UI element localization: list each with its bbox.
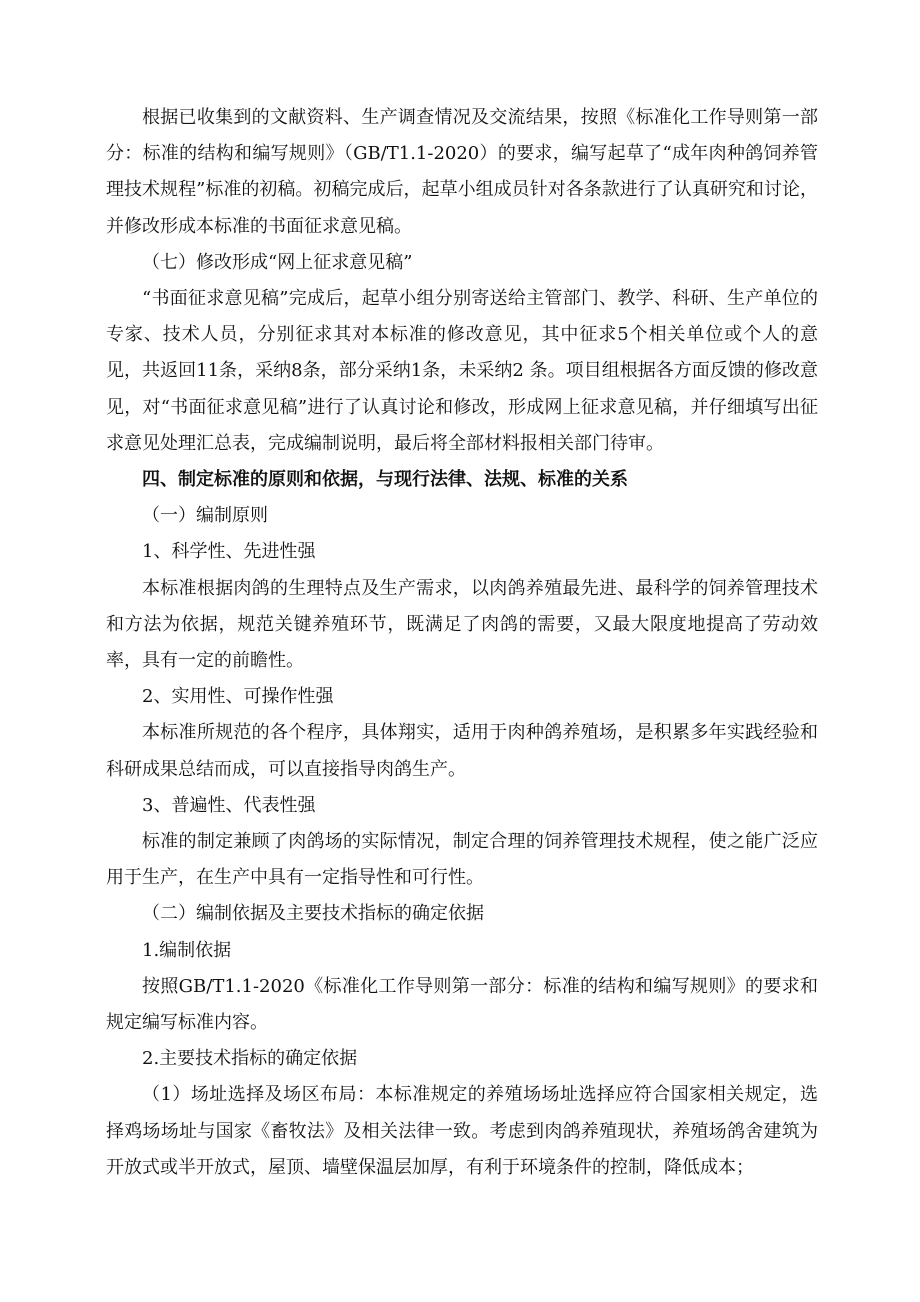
- item-heading-scientific: 1、科学性、先进性强: [142, 541, 316, 563]
- item-heading-universal: 3、普遍性、代表性强: [142, 794, 316, 816]
- item-heading-indicator-basis: 2.主要技术指标的确定依据: [142, 1048, 358, 1070]
- paragraph-compilation-basis: 按照GB/T1.1-2020《标准化工作导则第一部分：标准的结构和编写规则》的要求和规定编写标准内容。: [106, 975, 818, 1034]
- paragraph-draft-initial: 根据已收集到的文献资料、生产调查情况及交流结果，按照《标准化工作导则第一部分：标准的结构和编写规则》（GB/T1.1-2020）的要求，编写起草了“成年肉种鸽饲养管理技术规程”标准的初稿。初稿完成后，起草小组成员针对各条款进行了认真研究和讨论，并修改形成本标准的书面征求意见稿。: [106, 107, 818, 237]
- document-body: [106, 100, 818, 1186]
- paragraph-written-draft-feedback: “书面征求意见稿”完成后，起草小组分别寄送给主管部门、教学、科研、生产单位的专家、技术人员，分别征求其对本标准的修改意见，其中征求5个相关单位或个人的意见，共返回11条，采纳8条，部分采纳1条，未采纳2 条。项目组根据各方面反馈的修改意见，对“书面征求意见稿”进行了认真讨论和修改，形成网上征求意见稿，并仔细填写出征求意见处理汇总表，完成编制说明，最后将全部材料报相关部门待审。: [106, 288, 818, 454]
- paragraph-practical: 本标准所规范的各个程序，具体翔实，适用于肉种鸽养殖场，是积累多年实践经验和科研成果总结而成，可以直接指导肉鸽生产。: [106, 722, 818, 780]
- paragraph-site-selection: （1）场址选择及场区布局：本标准规定的养殖场场址选择应符合国家相关规定，选择鸡场场址与国家《畜牧法》及相关法律一致。考虑到肉鸽养殖现状，养殖场鸽舍建筑为开放式或半开放式，屋顶、墙壁保温层加厚，有利于环境条件的控制，降低成本；: [106, 1084, 818, 1178]
- paragraph-universal: 标准的制定兼顾了肉鸽场的实际情况，制定合理的饲养管理技术规程，使之能广泛应用于生产，在生产中具有一定指导性和可行性。: [106, 831, 818, 889]
- section-heading-basis: （二）编制依据及主要技术指标的确定依据: [142, 903, 484, 925]
- section-heading-online-draft: （七）修改形成“网上征求意见稿”: [142, 251, 413, 273]
- item-heading-compilation-basis: 1.编制依据: [142, 939, 232, 961]
- section-heading-principles: （一）编制原则: [142, 505, 268, 527]
- chapter-heading-principles: 四、制定标准的原则和依据，与现行法律、法规、标准的关系: [142, 469, 628, 491]
- item-heading-practical: 2、实用性、可操作性强: [142, 686, 334, 708]
- paragraph-scientific: 本标准根据肉鸽的生理特点及生产需求，以肉鸽养殖最先进、最科学的饲养管理技术和方法为依据，规范关键养殖环节，既满足了肉鸽的需要，又最大限度地提高了劳动效率，具有一定的前瞻性。: [106, 577, 818, 672]
